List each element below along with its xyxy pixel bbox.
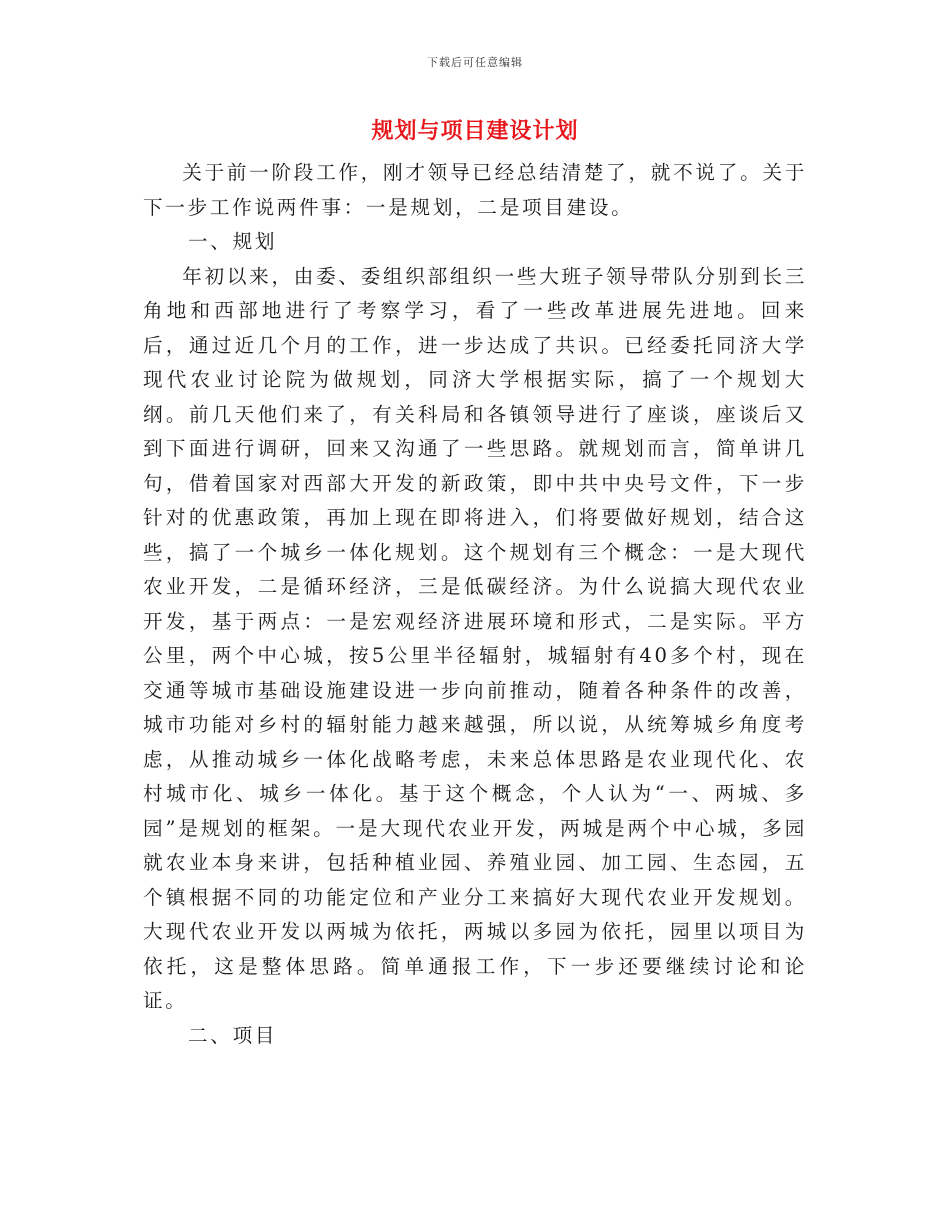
document-title: 规划与项目建设计划 [371,118,579,144]
header-note: 下载后可任意编辑 [427,56,523,69]
section-1-heading: 一、规划 [188,230,278,253]
section-2-heading: 二、项目 [188,1023,278,1047]
intro-paragraph: 关于前一阶段工作，刚才领导已经总结清楚了，就不说了。关于下一步工作说两件事：一是规划，二是项目建设。 [143,161,807,219]
document-body [143,156,807,1053]
section-1-paragraph: 年初以来，由委、委组织部组织一些大班子领导带队分别到长三角地和西部地进行了考察学习，看了一些改革进展先进地。回来后，通过近几个月的工作，进一步达成了共识。已经委托同济大学现代农业讨论院为做规划，同济大学根据实际，搞了一个规划大纲。前几天他们来了，有关科局和各镇领导进行了座谈，座谈后又到下面进行调研，回来又沟通了一些思路。就规划而言，简单讲几句，借着国家对西部大开发的新政策，即中共中央号文件，下一步针对的优惠政策，再加上现在即将进入，们将要做好规划，结合这些，搞了一个城乡一体化规划。这个规划有三个概念：一是大现代农业开发，二是循环经济，三是低碳经济。为什么说搞大现代农业开发，基于两点：一是宏观经济进展环境和形式，二是实际。平方公里，两个中心城，按5公里半径辐射，城辐射有40多个村，现在交通等城市基础设施建设进一步向前推动，随着各种条件的改善，城市功能对乡村的辐射能力越来越强，所以说，从统筹城乡角度考虑，从推动城乡一体化战略考虑，未来总体思路是农业现代化、农村城市化、城乡一体化。基于这个概念，个人认为“一、两城、多园”是规划的框架。一是大现代农业开发，两城是两个中心城，多园就农业本身来讲，包括种植业园、养殖业园、加工园、生态园，五个镇根据不同的功能定位和产业分工来搞好大现代农业开发规划。大现代农业开发以两城为依托，两城以多园为依托，园里以项目为依托，这是整体思路。简单通报工作，下一步还要继续讨论和论证。 [143,264,807,1012]
